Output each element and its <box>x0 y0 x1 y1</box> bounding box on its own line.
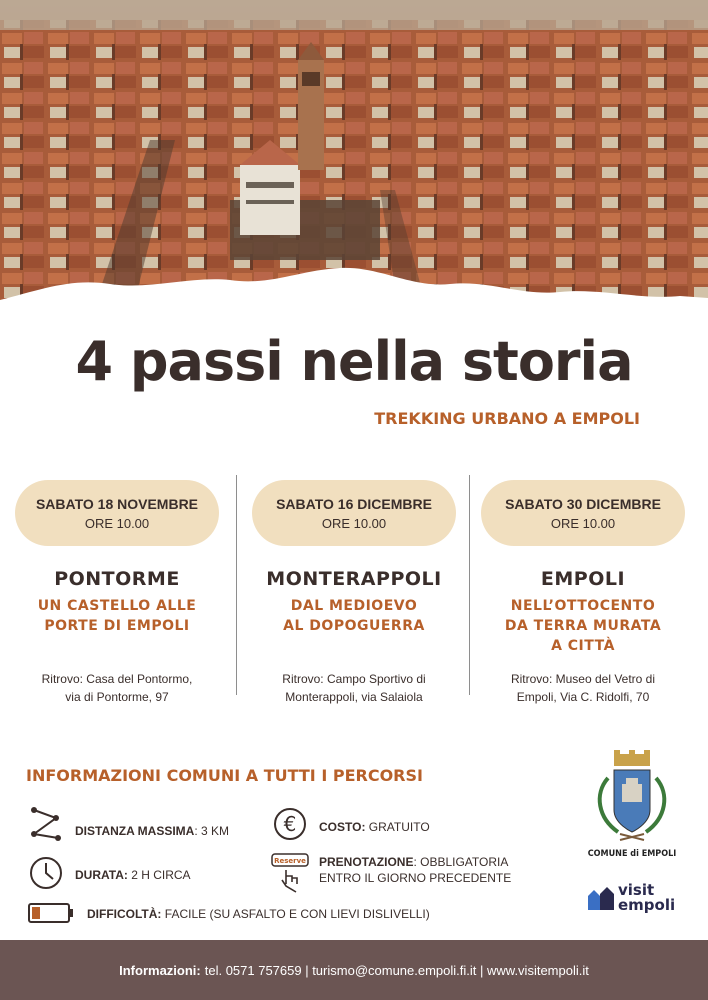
route-time: ORE 10.00 <box>550 515 616 531</box>
hero-aerial-photo <box>0 0 708 320</box>
route-time: ORE 10.00 <box>84 515 150 531</box>
duration-info <box>75 867 191 883</box>
difficulty-label: DIFFICOLTÀ: <box>87 907 162 921</box>
reserve-hand-icon <box>270 852 310 896</box>
footer-label: Informazioni: <box>119 962 201 978</box>
distance-value: : 3 KM <box>194 824 230 838</box>
duration-value: 2 H CIRCA <box>127 868 191 882</box>
info-section-title: INFORMAZIONI COMUNI A TUTTI I PERCORSI <box>26 766 423 785</box>
euro-icon <box>272 806 308 842</box>
date-pill <box>481 480 685 546</box>
route-description-line: PORTE DI EMPOLI <box>44 618 190 634</box>
route-description-line: A CITTÀ <box>551 638 615 654</box>
poster-subtitle: TREKKING URBANO A EMPOLI <box>374 409 640 428</box>
booking-line-2: ENTRO IL GIORNO PRECEDENTE <box>319 871 512 885</box>
meeting-line: Empoli, Via C. Ridolfi, 70 <box>516 690 650 704</box>
route-column-pontorme <box>7 480 227 704</box>
meeting-line: Ritrovo: Museo del Vetro di <box>510 672 656 686</box>
footer-bar <box>0 940 708 1000</box>
route-date: SABATO 16 DICEMBRE <box>276 495 432 512</box>
poster-title: 4 passi nella storia <box>75 330 633 393</box>
clock-icon <box>28 855 64 891</box>
booking-line <box>319 854 511 870</box>
difficulty-value: FACILE (SU ASFALTO E CON LIEVI DISLIVELLI) <box>161 907 430 921</box>
route-icon <box>28 804 64 844</box>
route-description-line: DAL MEDIOEVO <box>290 598 418 614</box>
route-column-monterappoli <box>244 480 464 704</box>
route-time: ORE 10.00 <box>321 515 387 531</box>
route-place: PONTORME <box>54 568 180 590</box>
date-pill <box>252 480 456 546</box>
route-place: MONTERAPPOLI <box>266 568 442 590</box>
route-description-line: NELL’OTTOCENTO <box>510 598 656 614</box>
reserve-badge-text: Reserve <box>274 857 306 865</box>
crest-icon <box>584 748 680 848</box>
route-description-line: DA TERRA MURATA <box>504 618 662 634</box>
route-date: SABATO 18 NOVEMBRE <box>35 495 199 512</box>
distance-info <box>75 823 229 839</box>
comune-logo-label: COMUNE di EMPOLI <box>587 849 677 859</box>
route-description <box>244 596 464 636</box>
route-description-line: AL DOPOGUERRA <box>283 618 425 634</box>
route-description-line: UN CASTELLO ALLE <box>37 598 197 614</box>
difficulty-info <box>87 906 430 922</box>
visit-empoli-logo-icon <box>586 882 616 912</box>
meeting-line: Ritrovo: Campo Sportivo di <box>282 672 426 686</box>
column-divider <box>236 475 237 695</box>
cost-label: COSTO: <box>319 820 366 834</box>
city-aerial-image <box>0 0 708 320</box>
column-divider <box>469 475 470 695</box>
date-pill <box>15 480 219 546</box>
cost-value: GRATUITO <box>365 820 430 834</box>
route-place: EMPOLI <box>540 568 626 590</box>
visit-line-1: visit <box>618 881 655 899</box>
cost-info <box>319 819 430 835</box>
booking-info <box>319 854 511 886</box>
meeting-line: Ritrovo: Casa del Pontormo, <box>41 672 193 686</box>
route-date: SABATO 30 DICEMBRE <box>505 495 661 512</box>
distance-label: DISTANZA MASSIMA <box>75 824 195 838</box>
battery-icon <box>28 902 74 924</box>
route-column-empoli <box>473 480 693 704</box>
route-description <box>473 596 693 656</box>
duration-label: DURATA: <box>75 868 128 882</box>
svg-text:€: € <box>283 812 297 836</box>
booking-label: PRENOTAZIONE <box>319 855 414 869</box>
route-meeting-point <box>7 670 227 706</box>
route-meeting-point <box>473 670 693 706</box>
route-meeting-point <box>244 670 464 706</box>
meeting-line: via di Pontorme, 97 <box>65 690 169 704</box>
footer-contacts: tel. 0571 757659 | turismo@comune.empoli.fi.it | www.visitempoli.it <box>204 962 589 978</box>
visit-empoli-logo-text <box>618 883 675 913</box>
visit-line-2: empoli <box>618 896 676 914</box>
route-description <box>7 596 227 636</box>
meeting-line: Monterappoli, via Salaiola <box>285 690 423 704</box>
booking-value: : OBBLIGATORIA <box>413 855 509 869</box>
